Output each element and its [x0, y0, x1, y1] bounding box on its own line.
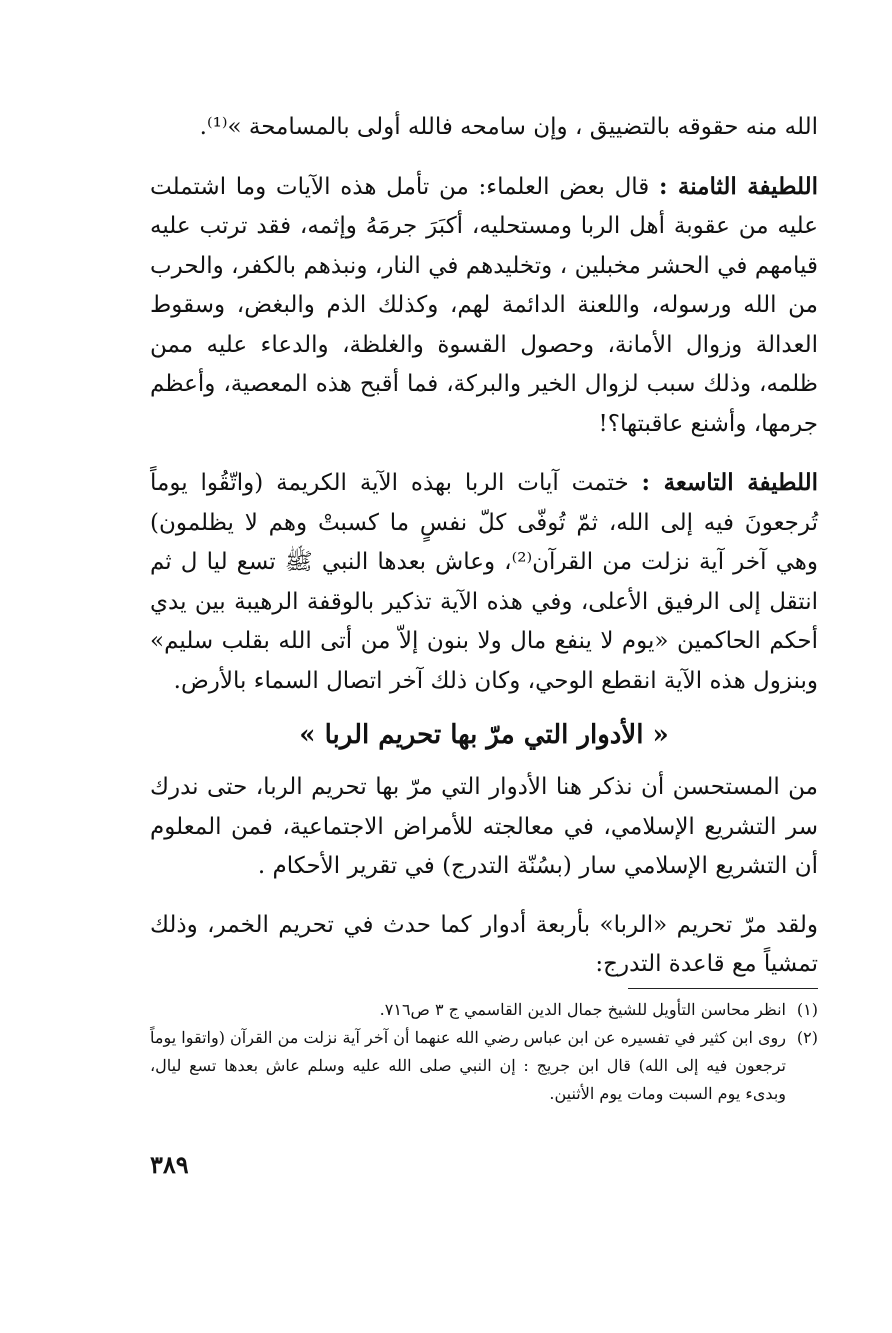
footnote-2 [150, 1024, 818, 1108]
footnote-separator [628, 988, 818, 989]
footnote-2-text: روى ابن كثير في تفسيره عن ابن عباس رضي الله عنهما أن آخر آية نزلت من القرآن (واتقوا يوماً ترجعون فيه إلى الله) قال ابن جريج : إن النبي صلى الله عليه وسلم عاش بعدها تسع ليال، وبدىء يوم السبت ومات يوم الأثنين. [150, 1028, 787, 1103]
ninth-subtlety-text: ختمت آيات الربا بهذه الآية الكريمة (واتّقُوا يوماً تُرجعونَ فيه إلى الله، ثمّ تُوفّى كلّ نفسٍ ما كسبتْ وهم لا يظلمون) وهي آخر آية نزلت من القرآن⁽²⁾، وعاش بعدها النبي ﷺ تسع ليا ل ثم انتقل إلى الرفيق الأعلى، وفي هذه الآية تذكير بالوقفة الرهيبة بين يدي أحكم الحاكمين «يوم لا ينفع مال ولا بنون إلاّ من أتى الله بقلب سليم» وبنزول هذه الآية انقطع الوحي، وكان ذلك آخر اتصال السماء بالأرض. [150, 470, 818, 694]
paragraph-eighth-subtlety [150, 167, 818, 445]
footnote-1-text: انظر محاسن التأويل للشيخ جمال الدين القاسمي ج ٣ ص٧١٦. [379, 1000, 786, 1019]
page-body-bottom [150, 768, 818, 985]
paragraph-ninth-subtlety [150, 463, 818, 701]
paragraph-stages-intro: من المستحسن أن نذكر هنا الأدوار التي مرّ بها تحريم الربا، حتى ندرك سر التشريع الإسلامي، في معالجته للأمراض الاجتماعية، فمن المعلوم أن التشريع الإسلامي سار (بسُنّة التدرج) في تقرير الأحكام . [150, 774, 818, 879]
footnote-2-number: (٢) [796, 1028, 818, 1047]
eighth-subtlety-text: قال بعض العلماء: من تأمل هذه الآيات وما اشتملت عليه من عقوبة أهل الربا ومستحليه، أكبَرَ جرمَهُ وإثمه، فقد ترتب عليه قيامهم في الحشر مخبلين ، وتخليدهم في النار، ونبذهم بالكفر، والحرب من الله ورسوله، واللعنة الدائمة لهم، وكذلك الذم والبغض، وسقوط العدالة وزوال الأمانة، وحصول القسوة والغلظة، والدعاء عليه ممن ظلمه، وذلك سبب لزوال الخير والبركة، فما أقبح هذه المعصية، وأعظم جرمها، وأشنع عاقبتها؟! [150, 173, 818, 437]
paragraph-continuation: الله منه حقوقه بالتضييق ، وإن سامحه فالله أولى بالمسامحة »⁽¹⁾. [199, 114, 818, 140]
section-heading: « الأدوار التي مرّ بها تحريم الربا » [299, 720, 669, 750]
eighth-subtlety-lead: اللطيفة الثامنة : [658, 172, 818, 200]
footnotes [150, 996, 818, 1108]
footnote-1-number: (١) [796, 1000, 818, 1019]
page-body-top [150, 108, 818, 701]
footnote-1 [150, 996, 818, 1024]
ninth-subtlety-lead: اللطيفة التاسعة : [641, 469, 818, 496]
page-number: ٣٨٩ [150, 1150, 189, 1179]
paragraph-four-stages: ولقد مرّ تحريم «الربا» بأربعة أدوار كما حدث في تحريم الخمر، وذلك تمشياً مع قاعدة التدرج: [150, 911, 818, 977]
